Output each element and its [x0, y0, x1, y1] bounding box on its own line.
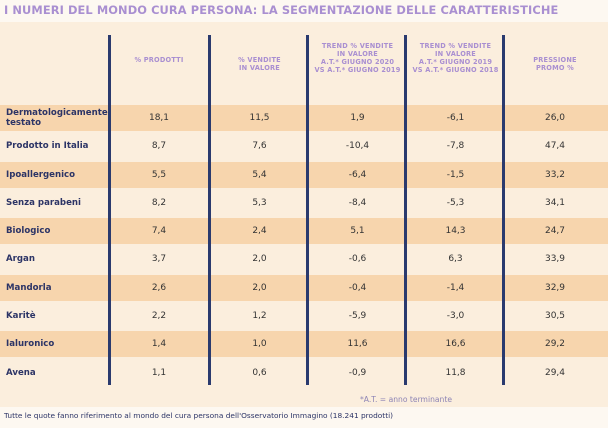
table-cell: 32,9 — [544, 283, 566, 293]
table-cell: 1,1 — [151, 368, 167, 378]
table-row — [0, 133, 608, 159]
column-header: TREND % VENDITE IN VALORE A.T.* GIUGNO 2020 VS A.T.* GIUGNO 2019 — [314, 42, 401, 74]
table-cell: 29,2 — [544, 339, 566, 349]
table-cell: 3,7 — [151, 254, 167, 264]
row-label: Avena — [6, 368, 36, 378]
row-label: Biologico — [6, 226, 51, 236]
table-cell: 1,9 — [350, 113, 365, 123]
column-header: TREND % VENDITE IN VALORE A.T.* GIUGNO 2019 VS A.T.* GIUGNO 2018 — [412, 42, 499, 74]
table-cell: 2,6 — [151, 283, 167, 293]
table-cell: 11,8 — [445, 368, 466, 378]
table-row — [0, 105, 608, 131]
row-label: Karitè — [6, 311, 36, 321]
row-label: Argan — [6, 254, 35, 264]
table-cell: 2,0 — [252, 283, 267, 293]
table-cell: 8,7 — [151, 141, 167, 151]
column-divider — [502, 35, 505, 385]
row-label: Dermatologicamente testato — [6, 108, 108, 128]
table-row — [0, 331, 608, 357]
table-cell: 11,5 — [249, 113, 270, 123]
table-cell: 16,6 — [445, 339, 466, 349]
table-cell: 24,7 — [544, 226, 566, 236]
row-label: Ialuronico — [6, 339, 55, 349]
table-row — [0, 246, 608, 272]
table-cell: -5,3 — [446, 198, 465, 208]
table-cell: 0,6 — [252, 368, 267, 378]
table-cell: 33,2 — [544, 170, 566, 180]
row-label: Senza parabeni — [6, 198, 81, 208]
table-cell: -6,1 — [446, 113, 465, 123]
table-cell: -0,4 — [348, 283, 367, 293]
row-label: Mandorla — [6, 283, 52, 293]
table-cell: 29,4 — [544, 368, 566, 378]
column-header: % PRODOTTI — [134, 56, 184, 64]
table-cell: 47,4 — [544, 141, 566, 151]
table-cell: -0,6 — [348, 254, 367, 264]
table-cell: -5,9 — [348, 311, 367, 321]
table-cell: 30,5 — [544, 311, 566, 321]
row-label: Prodotto in Italia — [6, 141, 89, 151]
page-title: I NUMERI DEL MONDO CURA PERSONA: LA SEGMENTAZIONE DELLE CARATTERISTICHE — [4, 3, 559, 17]
table-cell: -1,4 — [446, 283, 465, 293]
table-cell: 7,6 — [252, 141, 267, 151]
table-cell: 11,6 — [347, 339, 368, 349]
table-cell: 5,3 — [252, 198, 267, 208]
table-row — [0, 360, 608, 386]
column-header: PRESSIONE PROMO % — [533, 56, 577, 72]
table-cell: 1,2 — [252, 311, 267, 321]
table-cell: 33,9 — [544, 254, 566, 264]
column-divider — [306, 35, 309, 385]
table-cell: -8,4 — [348, 198, 367, 208]
table-cell: -10,4 — [345, 141, 370, 151]
row-label: Ipoallergenico — [6, 170, 76, 180]
table-cell: 14,3 — [445, 226, 466, 236]
table-cell: 2,0 — [252, 254, 267, 264]
table-row — [0, 162, 608, 188]
table-cell: 5,4 — [252, 170, 267, 180]
table-cell: 5,1 — [350, 226, 365, 236]
table-cell: -6,4 — [348, 170, 367, 180]
table-cell: -0,9 — [348, 368, 367, 378]
table-row — [0, 190, 608, 216]
table-row — [0, 303, 608, 329]
source-footer: Tutte le quote fanno riferimento al mondo del cura persona dell'Osservatorio Immagino (18.241 prodotti) — [4, 411, 394, 420]
table-cell: 7,4 — [151, 226, 167, 236]
table-cell: -7,8 — [446, 141, 465, 151]
table-row — [0, 275, 608, 301]
table-cell: 2,4 — [252, 226, 267, 236]
table-cell: 34,1 — [544, 198, 566, 208]
column-divider — [208, 35, 211, 385]
column-divider — [404, 35, 407, 385]
table-cell: 26,0 — [544, 113, 566, 123]
column-header: % VENDITE IN VALORE — [238, 56, 281, 72]
column-divider — [108, 35, 111, 385]
table-cell: 2,2 — [151, 311, 167, 321]
table-cell: 8,2 — [151, 198, 167, 208]
table-cell: 1,4 — [151, 339, 167, 349]
footnote: *A.T. = anno terminante — [359, 395, 452, 404]
table-cell: 1,0 — [252, 339, 267, 349]
table-cell: 5,5 — [151, 170, 167, 180]
table-cell: 6,3 — [448, 254, 463, 264]
table-cell: -1,5 — [446, 170, 465, 180]
table-cell: -3,0 — [446, 311, 465, 321]
table-row — [0, 218, 608, 244]
table-cell: 18,1 — [148, 113, 170, 123]
